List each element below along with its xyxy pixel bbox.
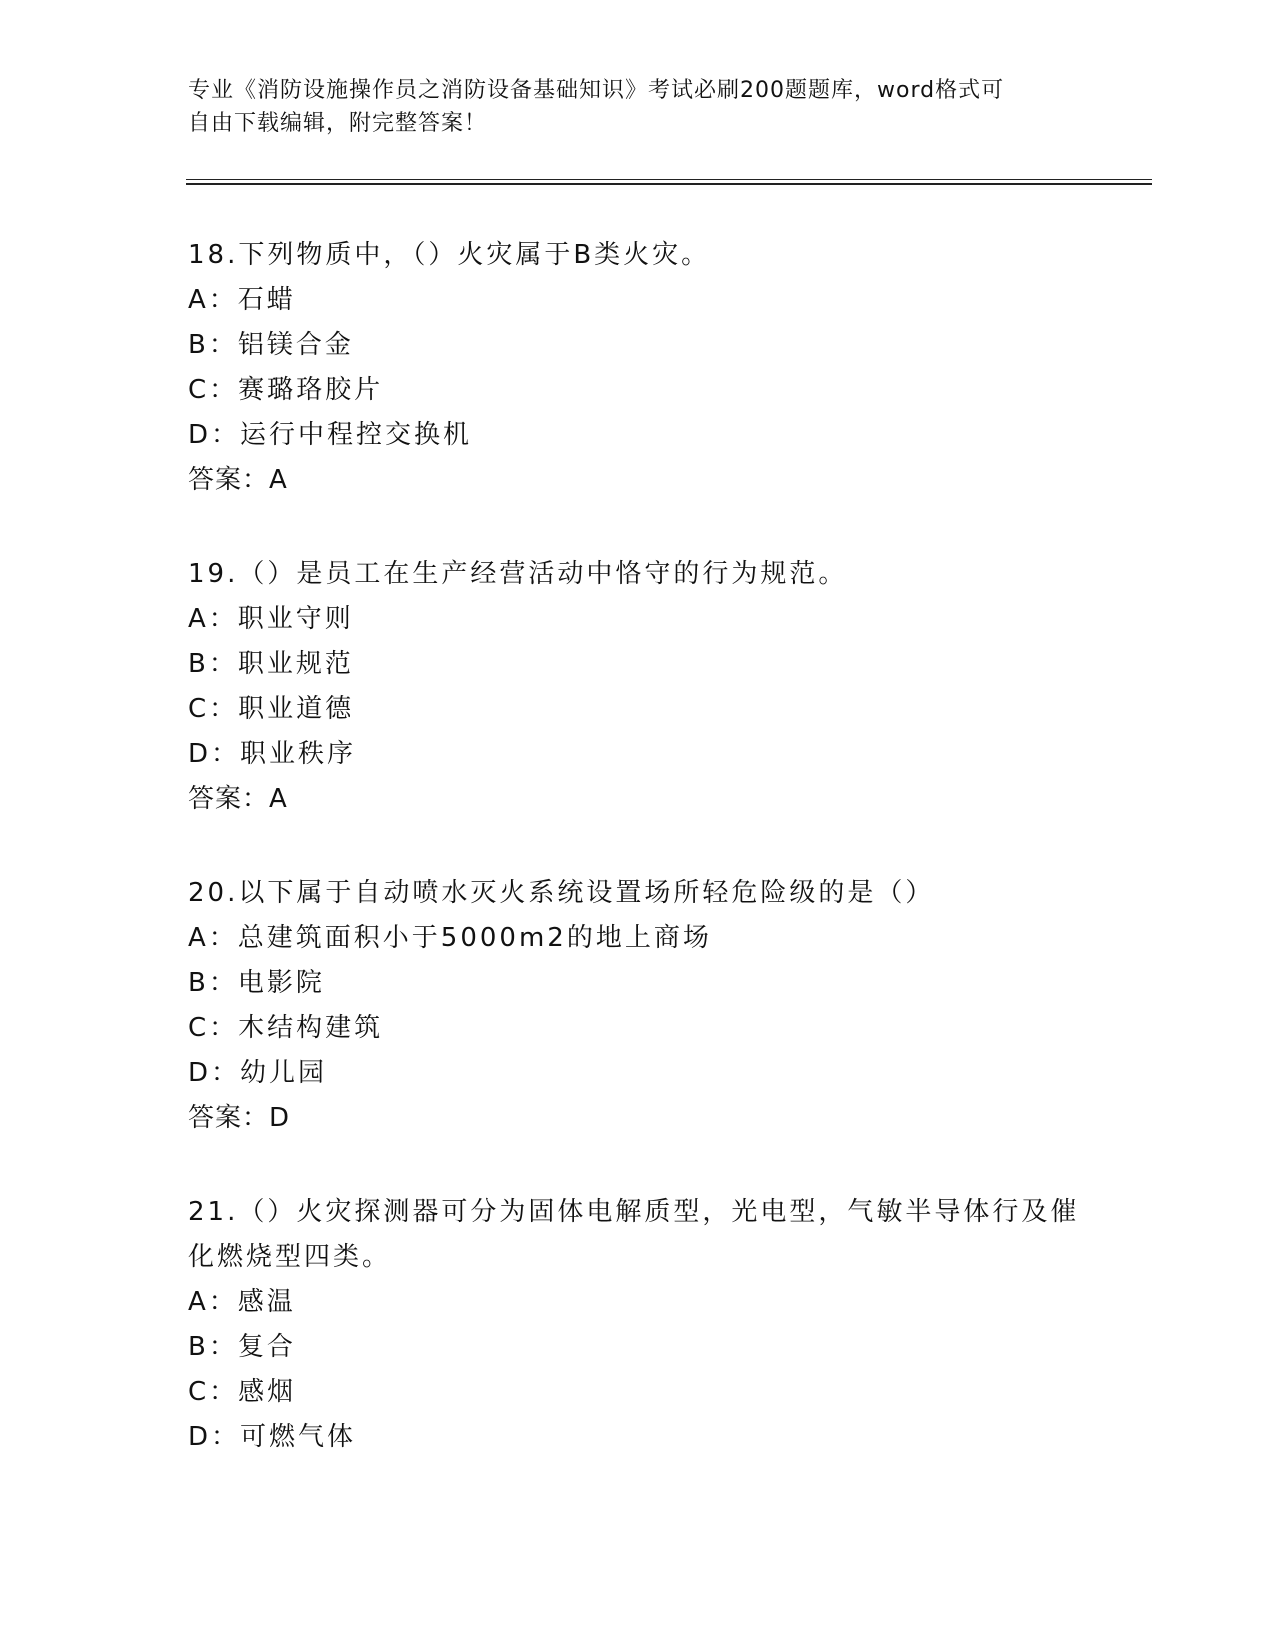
question-stem-line-1: 21.（）火灾探测器可分为固体电解质型，光电型，气敏半导体行及催 (188, 1197, 1080, 1227)
option-d: D：幼儿园 (188, 1058, 328, 1088)
option-d: D：职业秩序 (188, 739, 357, 769)
option-b: B：铝镁合金 (188, 330, 354, 360)
option-c: C：赛璐珞胶片 (188, 375, 384, 405)
option-a: A：总建筑面积小于5000m2的地上商场 (188, 923, 712, 953)
question-20 (188, 871, 1088, 1141)
option-b: B：复合 (188, 1332, 296, 1362)
answer: 答案：D (188, 1103, 291, 1133)
header-divider-top (186, 179, 1152, 180)
question-stem: 18.下列物质中，（）火灾属于B类火灾。 (188, 240, 711, 270)
option-b: B：职业规范 (188, 649, 354, 679)
option-a: A：职业守则 (188, 604, 354, 634)
question-21 (188, 1190, 1088, 1460)
option-c: C：木结构建筑 (188, 1013, 384, 1043)
question-stem-line-2: 化燃烧型四类。 (188, 1242, 392, 1272)
option-a: A：石蜡 (188, 285, 296, 315)
question-18 (188, 233, 1088, 503)
header-line-1: 专业《消防设施操作员之消防设备基础知识》考试必刷200题题库，word格式可 (188, 78, 1005, 103)
document-header (188, 74, 1088, 140)
question-stem: 19.（）是员工在生产经营活动中恪守的行为规范。 (188, 559, 848, 589)
header-divider-bottom (186, 183, 1152, 185)
header-line-2: 自由下载编辑，附完整答案！ (188, 111, 488, 136)
option-d: D：运行中程控交换机 (188, 420, 473, 450)
question-stem: 20.以下属于自动喷水灭火系统设置场所轻危险级的是（） (188, 878, 935, 908)
option-b: B：电影院 (188, 968, 325, 998)
question-19 (188, 552, 1088, 822)
option-c: C：职业道德 (188, 694, 355, 724)
option-c: C：感烟 (188, 1377, 297, 1407)
option-a: A：感温 (188, 1287, 296, 1317)
answer: 答案：A (188, 465, 288, 495)
answer: 答案：A (188, 784, 288, 814)
option-d: D：可燃气体 (188, 1422, 357, 1452)
